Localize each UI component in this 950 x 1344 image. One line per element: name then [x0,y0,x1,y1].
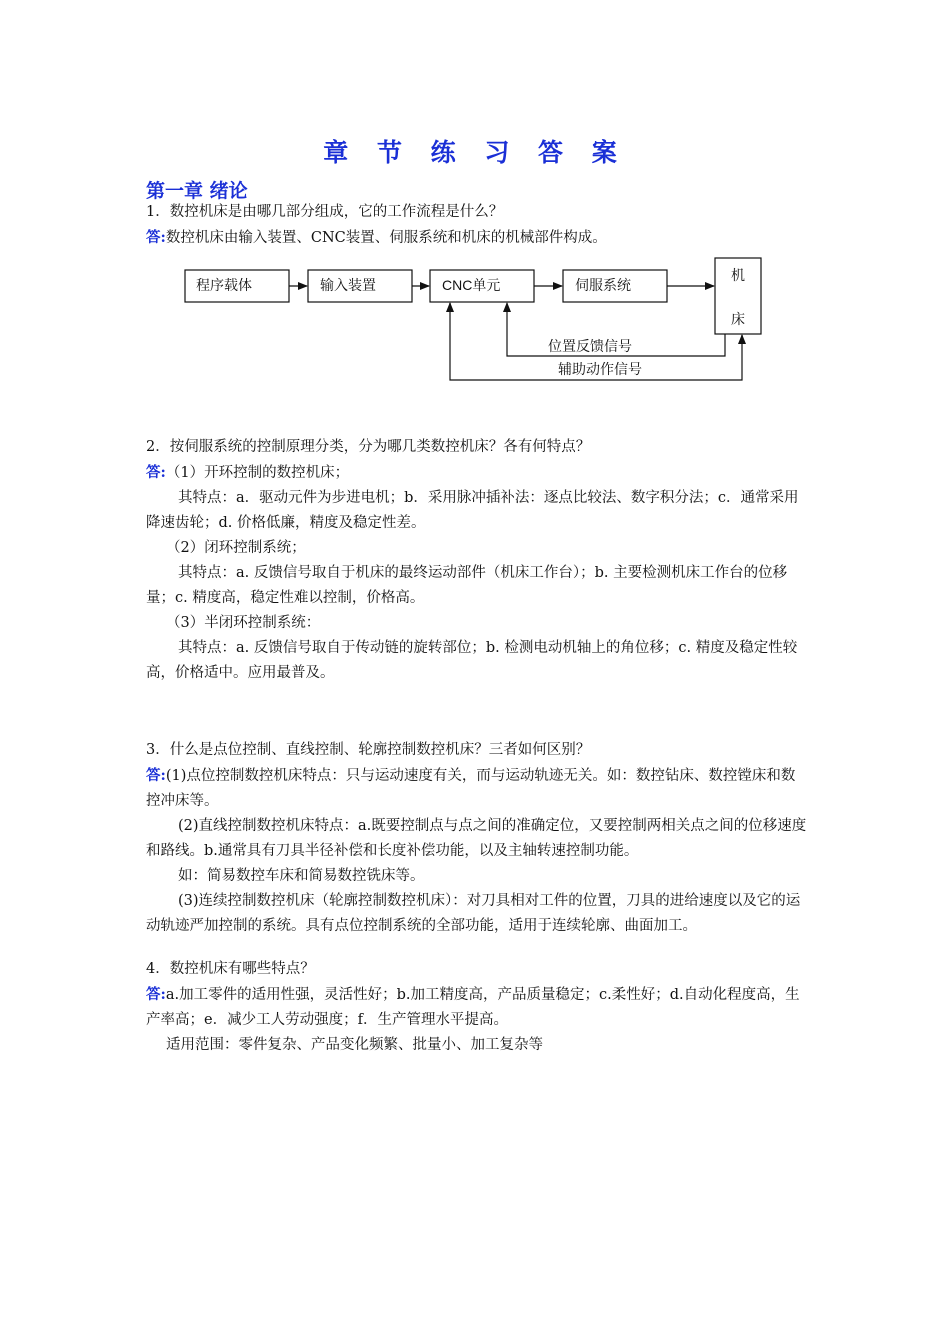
q4-answer [146,982,808,1033]
q3-item3: (3)连续控制数控机床（轮廓控制数控机床）：对刀具相对工件的位置，刀具的进给速度以及它的运动轨迹严加控制的系统。具有点位控制系统的全部功能，适用于连续轮廓、曲面加工。 [146,893,801,934]
q3-question: 3．什么是点位控制、直线控制、轮廓控制数控机床？三者如何区别？ [146,742,591,758]
q3-item1-text: (1)点位控制数控机床特点：只与运动速度有关，而与运动轨迹无关。如：数控钻床、数控镗床和数控冲床等。 [146,768,796,809]
q3-item1 [146,763,808,814]
q3-item2-example: 如：简易数控车床和简易数控铣床等。 [178,868,425,884]
q2-item1-title-text: （1）开环控制的数控机床； [165,465,350,481]
spacer [146,939,808,957]
auxiliary-signal-label: 辅助动作信号 [558,361,642,377]
q1-answer-text: 数控机床由输入装置、CNC装置、伺服系统和机床的机械部件构成。 [165,230,607,246]
box-servo-system-label: 伺服系统 [575,277,631,293]
q4-question: 4．数控机床有哪些特点？ [146,961,315,977]
box-machine-tool-char2: 床 [731,311,745,327]
q2-item1-text: 其特点：a．驱动元件为步进电机；b．采用脉冲插补法：逐点比较法、数字积分法；c．通常采用降速齿轮；d. 价格低廉，精度及稳定性差。 [146,490,799,531]
chapter-heading: 第一章 绪论 [146,180,248,202]
answer-label: 答: [146,464,166,481]
box-input-device-label: 输入装置 [320,277,376,293]
q1-answer [146,225,808,251]
q2-question: 2．按伺服系统的控制原理分类，分为哪几类数控机床？各有何特点？ [146,439,591,455]
box-program-carrier-label: 程序载体 [196,277,252,293]
q2-item3-text: 其特点：a. 反馈信号取自于传动链的旋转部位；b. 检测电动机轴上的角位移；c. 精度及稳定性较高，价格适中。应用最普及。 [146,640,798,681]
q1-question: 1．数控机床是由哪几部分组成，它的工作流程是什么？ [146,204,504,220]
position-feedback-label: 位置反馈信号 [548,338,632,354]
q2-item2-text: 其特点：a. 反馈信号取自于机床的最终运动部件（机床工作台）；b. 主要检测机床工作台的位移量；c. 精度高，稳定性难以控制，价格高。 [146,565,788,606]
document-title: 章 节 练 习 答 案 [323,138,627,167]
box-cnc-unit-label: CNC单元 [442,277,501,293]
q4-answer-text: a.加工零件的适用性强，灵活性好；b.加工精度高，产品质量稳定；c.柔性好；d.自动化程度高，生产率高；e．减少工人劳动强度；f．生产管理水平提高。 [146,987,800,1028]
cnc-flow-diagram [180,250,780,390]
q2-item2-title: （2）闭环控制系统； [166,540,306,556]
spacer [146,712,808,738]
spacer [146,686,808,712]
box-machine-tool-char1: 机 [731,267,745,283]
q4-scope: 适用范围：零件复杂、产品变化频繁、批量小、加工复杂等 [166,1037,543,1053]
diagram-svg [180,250,780,390]
q2-item1-title [146,460,808,486]
q3-item2: (2)直线控制数控机床特点：a.既要控制点与点之间的准确定位，又要控制两相关点之间的位移速度和路线。b.通常具有刀具半径补偿和长度补偿功能，以及主轴转速控制功能。 [146,818,807,859]
answer-label: 答: [146,229,166,246]
answer-label: 答: [146,986,166,1003]
q2-item3-title: （3）半闭环控制系统： [166,615,321,631]
answer-label: 答: [146,767,166,784]
